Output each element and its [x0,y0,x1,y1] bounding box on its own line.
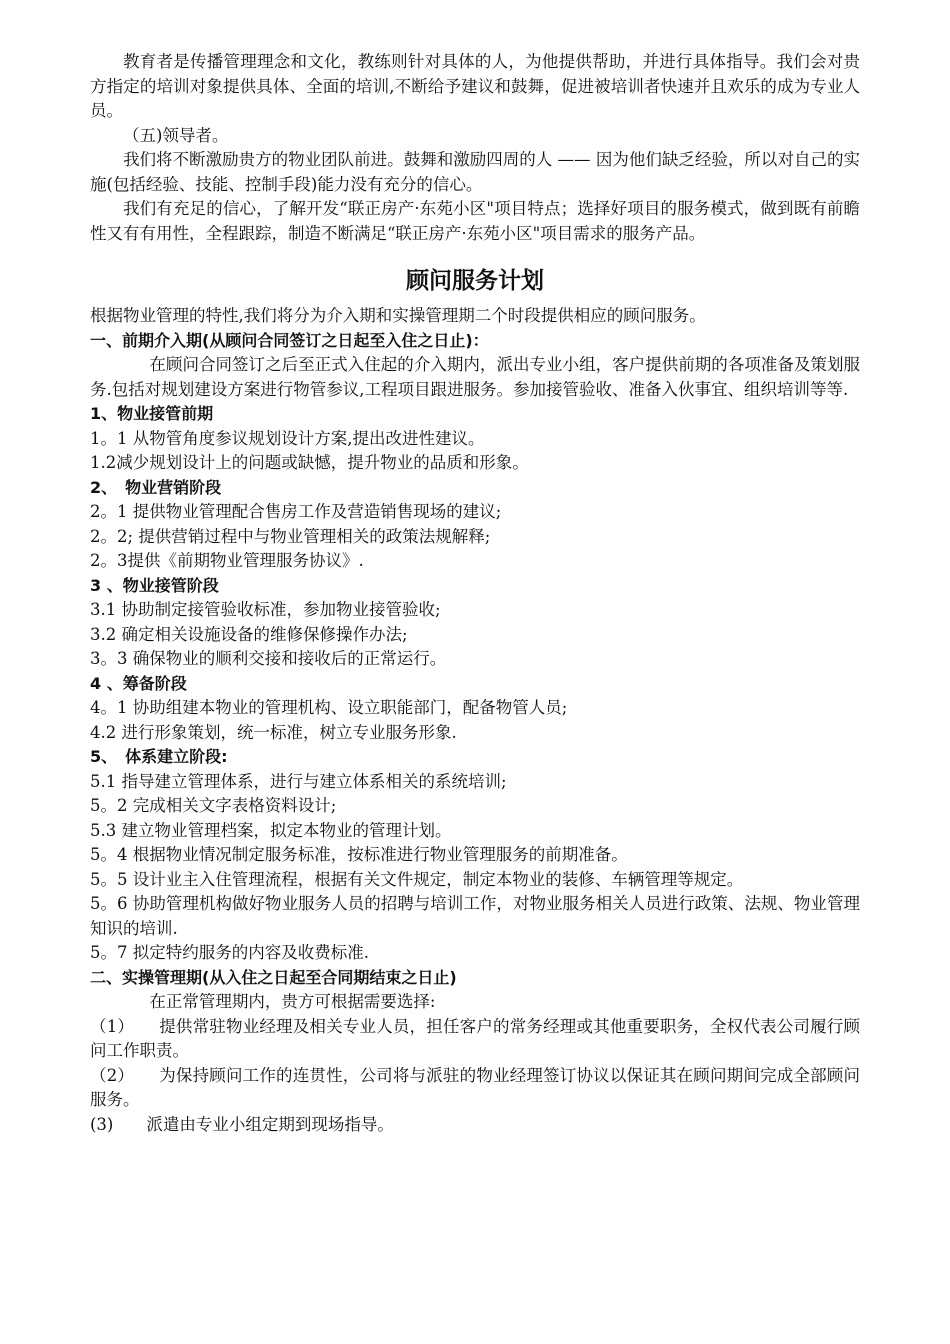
group-2-heading: 2、 物业营销阶段 [90,477,222,497]
list-item: 5.3 建立物业管理档案，拟定本物业的管理计划。 [90,820,452,840]
intro-paragraph-1: 教育者是传播管理理念和文化，教练则针对具体的人，为他提供帮助，并进行具体指导。我们会对贵方指定的培训对象提供具体、全面的培训,不断给予建议和鼓舞，促进被培训者快速并且欢乐的成为专业人员。 [90,52,860,120]
document-page [90,50,860,1137]
group-5-heading: 5、 体系建立阶段: [90,747,228,766]
list-item: 5。6 协助管理机构做好物业服务人员的招聘与培训工作，对物业服务相关人员进行政策、法规、物业管理知识的培训. [90,894,860,938]
list-item: 2。3提供《前期物业管理服务协议》. [90,551,364,570]
list-item: 3。3 确保物业的顺利交接和接收后的正常运行。 [90,649,447,668]
list-item: (3) 派遣由专业小组定期到现场指导。 [90,1114,394,1134]
list-item: 5.1 指导建立管理体系，进行与建立体系相关的系统培训; [90,771,507,791]
list-item: 5。5 设计业主入住管理流程，根据有关文件规定，制定本物业的装修、车辆管理等规定。 [90,869,744,889]
list-item: 2。2; 提供营销过程中与物业管理相关的政策法规解释; [90,526,491,546]
group-3-heading: 3 、物业接管阶段 [90,575,219,595]
list-item: 5。2 完成相关文字表格资料设计; [90,796,337,815]
list-item: （1） 提供常驻物业经理及相关专业人员，担任客户的常务经理或其他重要职务，全权代表公司履行顾问工作职责。 [90,1016,860,1060]
list-item: 2。1 提供物业管理配合售房工作及营造销售现场的建议; [90,502,502,521]
list-item: 4。1 协助组建本物业的管理机构、设立职能部门，配备物管人员; [90,698,568,717]
list-item: 1.2减少规划设计上的问题或缺憾，提升物业的品质和形象。 [90,453,529,472]
list-item: 5。7 拟定特约服务的内容及收费标准. [90,943,369,962]
section-1-paragraph: 在顾问合同签订之后至正式入住起的介入期内，派出专业小组，客户提供前期的各项准备及策划服务.包括对规划建设方案进行物管参议,工程项目跟进服务。参加接管验收、准备入伙事宜、组织培训等等. [90,355,860,399]
list-item: 1。1 从物管角度参议规划设计方案,提出改进性建议。 [90,428,485,448]
list-item: 5。4 根据物业情况制定服务标准，按标准进行物业管理服务的前期准备。 [90,845,628,864]
lead-paragraph: 根据物业管理的特性,我们将分为介入期和实操管理期二个时段提供相应的顾问服务。 [90,306,706,325]
list-item: 4.2 进行形象策划，统一标准，树立专业服务形象. [90,722,457,742]
section-2-paragraph: 在正常管理期内，贵方可根据需要选择: [149,992,436,1011]
list-item: （2） 为保持顾问工作的连贯性，公司将与派驻的物业经理签订协议以保证其在顾问期间完成全部顾问服务。 [90,1065,860,1109]
list-item: 3.2 确定相关设施设备的维修保修操作办法; [90,624,408,644]
section-1-heading: 一、前期介入期(从顾问合同签订之日起至入住之日止)： [90,330,489,350]
intro-paragraph-4: 我们有充足的信心，了解开发“联正房产·东苑小区"项目特点；选择好项目的服务模式，做到既有前瞻性又有有用性，全程跟踪，制造不断满足“联正房产·东苑小区"项目需求的服务产品。 [90,199,860,243]
list-item: 3.1 协助制定接管验收标准，参加物业接管验收; [90,600,441,619]
intro-paragraph-3: 我们将不断激励贵方的物业团队前进。鼓舞和激励四周的人 —— 因为他们缺乏经验，所以对自己的实施(包括经验、技能、控制手段)能力没有充分的信心。 [90,150,860,194]
page-title: 顾问服务计划 [406,268,544,294]
group-1-heading: 1、物业接管前期 [90,404,214,423]
group-4-heading: 4 、筹备阶段 [90,673,187,693]
intro-paragraph-2: （五)领导者。 [123,125,229,145]
section-2-heading: 二、实操管理期(从入住之日起至合同期结束之日止) [90,967,457,987]
